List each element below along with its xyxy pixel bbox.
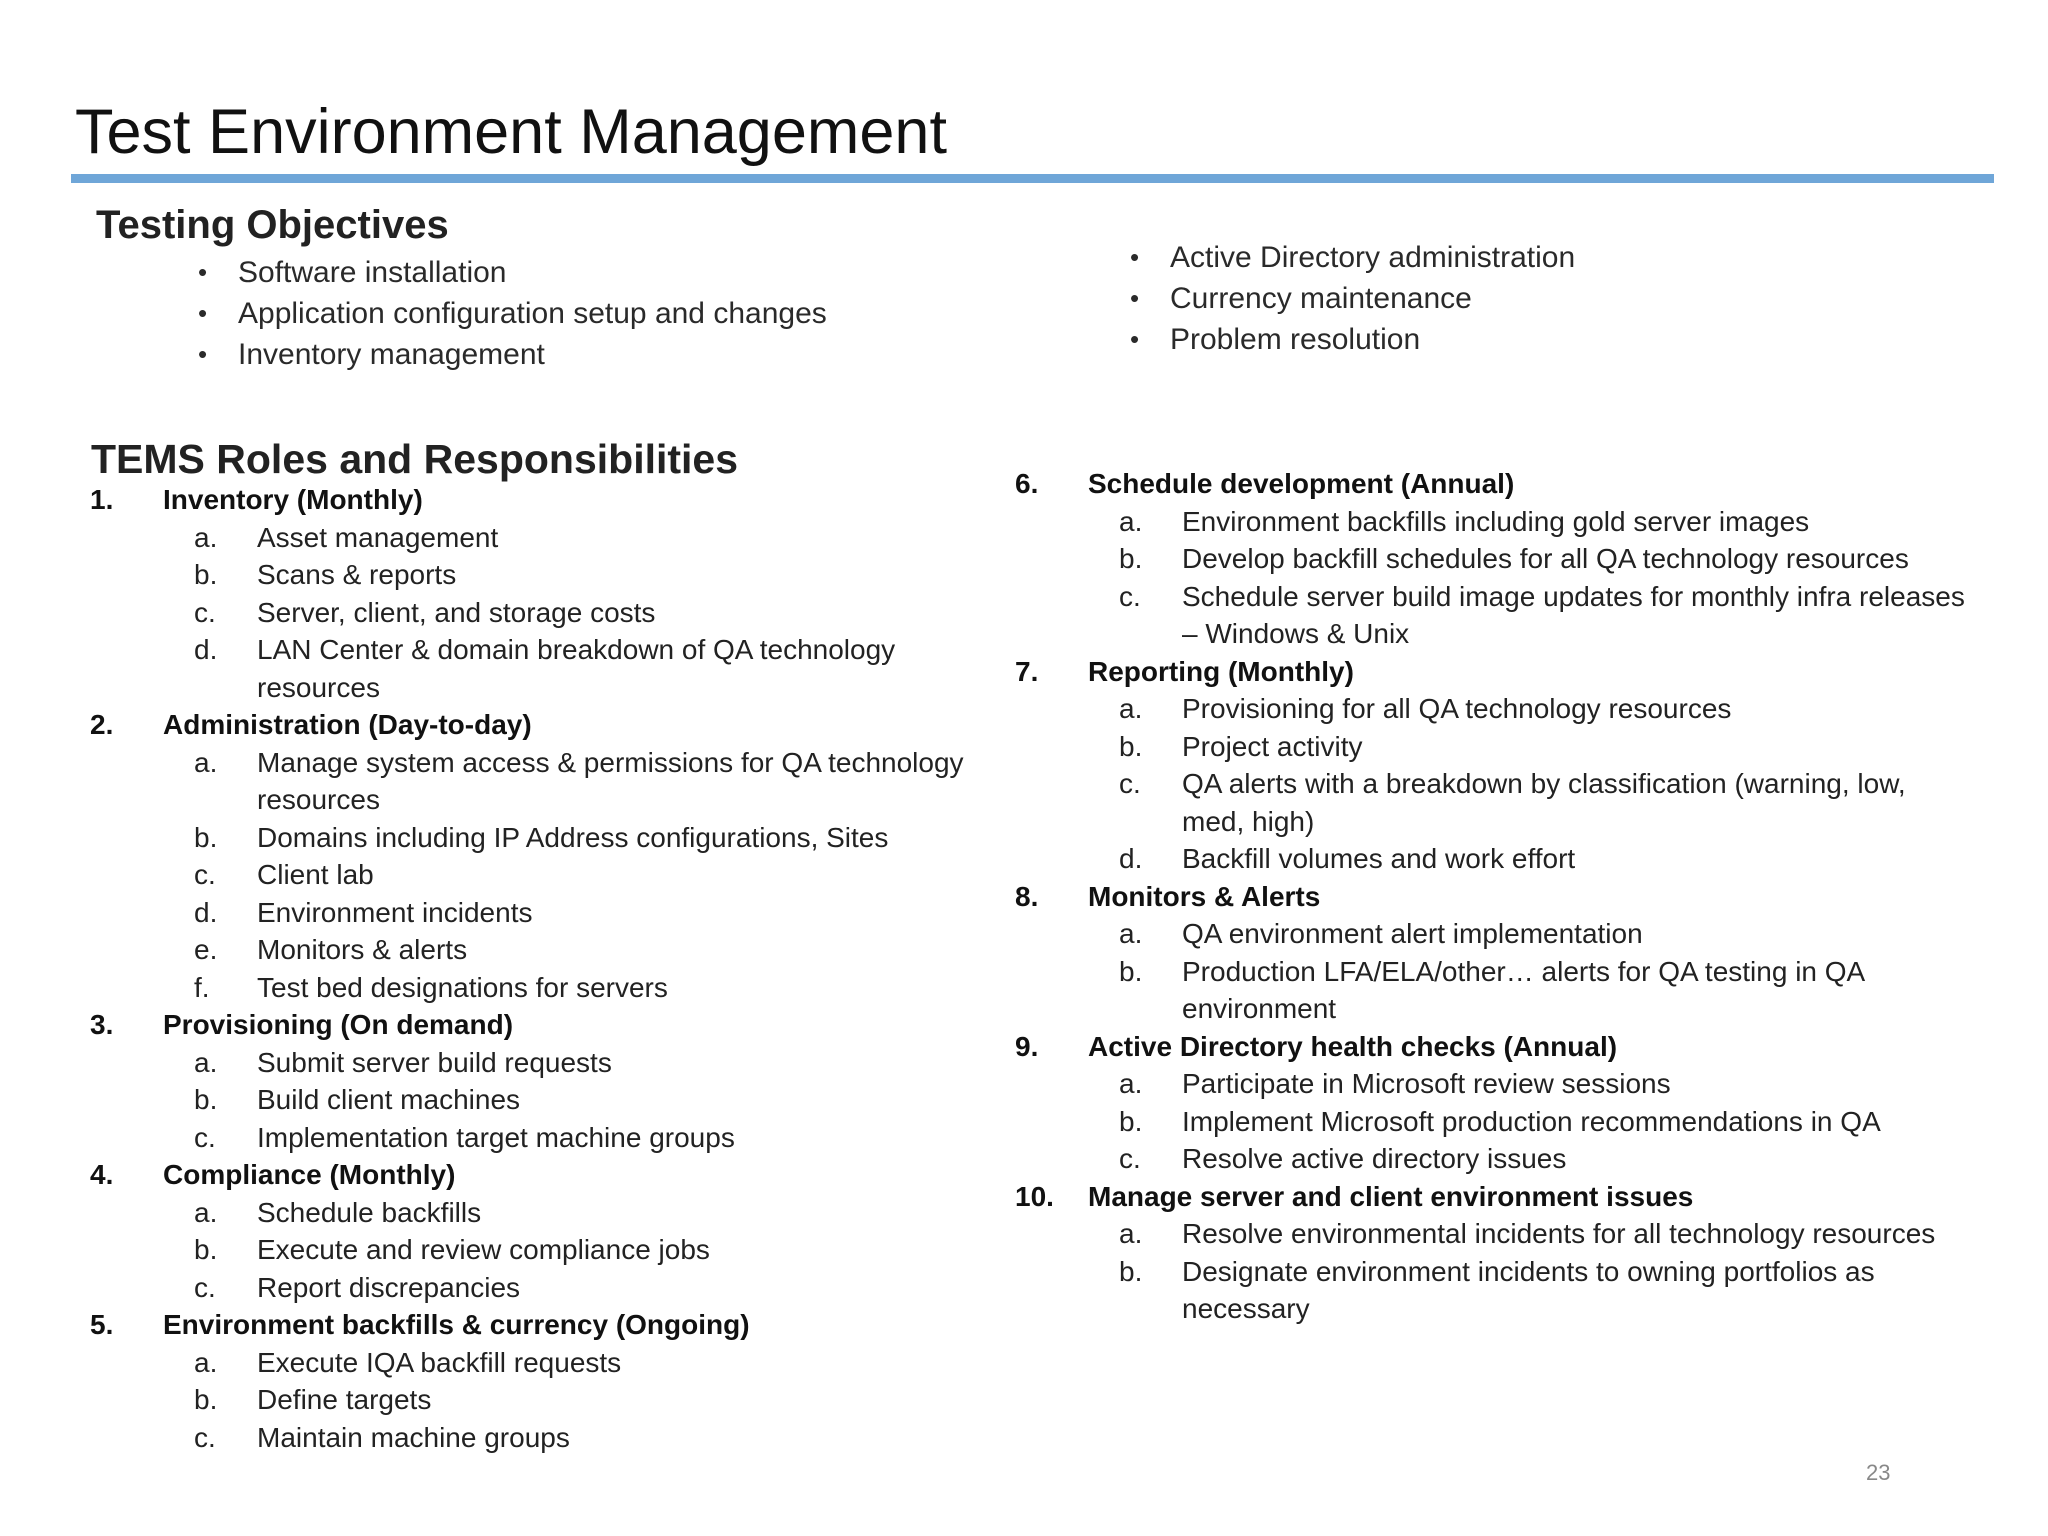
sub-item-text: QA environment alert implementation [1182, 918, 1643, 949]
role-heading [90, 1156, 990, 1194]
role-title: Active Directory health checks (Annual) [1088, 1030, 1618, 1062]
sub-item-letter: d. [194, 896, 218, 928]
sub-item-letter: b. [194, 1384, 218, 1415]
role-sub-item [90, 594, 990, 632]
sub-item-letter: b. [1119, 543, 1143, 574]
role-title: Inventory (Monthly) [163, 484, 423, 515]
role-sub-list [1015, 690, 1975, 878]
sub-item-letter: f. [194, 971, 210, 1003]
sub-item-letter: b. [194, 1234, 218, 1265]
role-sub-item [90, 931, 990, 969]
sub-item-letter: b. [194, 1084, 218, 1115]
slide-title: Test Environment Management [75, 97, 947, 167]
sub-item-letter: c. [194, 1121, 216, 1153]
role-sub-item [1015, 1065, 1975, 1103]
roles-list-left [90, 481, 990, 1456]
roles-heading: TEMS Roles and Responsibilities [91, 436, 739, 482]
role-item [1015, 1028, 1975, 1178]
objective-item: • Software installation [198, 252, 827, 293]
sub-item-letter: a. [194, 521, 218, 553]
sub-item-letter: c. [194, 859, 216, 890]
sub-item-letter: b. [1119, 955, 1143, 987]
sub-item-text: Resolve environmental incidents for all technology resources [1182, 1218, 1936, 1249]
sub-item-text: Production LFA/ELA/other… alerts for QA testing in QA environment [1182, 955, 1864, 1024]
role-sub-list [1015, 915, 1975, 1028]
sub-item-text: Develop backfill schedules for all QA technology resources [1182, 543, 1909, 574]
sub-item-text: Maintain machine groups [257, 1421, 570, 1453]
role-title: Environment backfills & currency (Ongoing) [163, 1309, 750, 1340]
roles-list-right [1015, 465, 1975, 1328]
role-item [1015, 653, 1975, 878]
sub-item-letter: c. [194, 1421, 216, 1453]
sub-item-letter: a. [1119, 918, 1143, 949]
objective-item: • Application configuration setup and changes [198, 293, 827, 334]
role-sub-item [1015, 578, 1975, 653]
role-number: 4. [90, 1159, 114, 1190]
sub-item-text: Server, client, and storage costs [257, 596, 656, 628]
sub-item-text: Backfill volumes and work effort [1182, 843, 1576, 874]
sub-item-letter: a. [194, 746, 218, 778]
role-title: Compliance (Monthly) [163, 1159, 456, 1190]
sub-item-text: Report discrepancies [257, 1271, 521, 1303]
sub-item-letter: c. [1119, 1143, 1141, 1174]
sub-item-text: Implement Microsoft production recommendations in QA [1182, 1105, 1881, 1137]
sub-item-letter: e. [194, 934, 218, 965]
sub-item-text: Schedule backfills [257, 1196, 482, 1228]
role-sub-list [1015, 1215, 1975, 1328]
role-title: Schedule development (Annual) [1088, 468, 1515, 499]
sub-item-text: Resolve active directory issues [1182, 1143, 1567, 1174]
role-sub-item [90, 1419, 990, 1457]
sub-item-letter: d. [194, 634, 218, 665]
testing-objectives-heading: Testing Objectives [96, 203, 449, 247]
role-number: 5. [90, 1309, 114, 1340]
role-sub-list [1015, 503, 1975, 653]
sub-item-letter: b. [1119, 730, 1143, 762]
role-sub-item [90, 819, 990, 857]
sub-item-text: Scans & reports [257, 559, 457, 590]
sub-item-text: Provisioning for all QA technology resources [1182, 693, 1732, 724]
sub-item-text: Define targets [257, 1384, 432, 1415]
role-item [1015, 465, 1975, 653]
role-item [90, 1156, 990, 1306]
role-heading [90, 481, 990, 519]
sub-item-text: Environment incidents [257, 896, 533, 928]
sub-item-letter: c. [1119, 580, 1141, 612]
role-sub-item [90, 1194, 990, 1232]
role-heading [90, 1006, 990, 1044]
role-sub-item [1015, 690, 1975, 728]
role-sub-item [90, 1044, 990, 1082]
objective-item: • Problem resolution [1130, 319, 1575, 360]
role-title: Provisioning (On demand) [163, 1009, 514, 1040]
role-sub-item [1015, 1140, 1975, 1178]
role-sub-item [90, 631, 990, 706]
role-title: Administration (Day-to-day) [163, 709, 532, 740]
role-sub-item [90, 969, 990, 1007]
role-sub-item [90, 556, 990, 594]
objectives-list-right [1130, 237, 1575, 360]
sub-item-letter: a. [194, 1196, 218, 1228]
sub-item-text: Asset management [257, 521, 499, 553]
objective-item: • Currency maintenance [1130, 278, 1575, 319]
role-sub-item [90, 894, 990, 932]
role-title: Monitors & Alerts [1088, 880, 1321, 912]
sub-item-text: Monitors & alerts [257, 934, 468, 965]
sub-item-letter: c. [194, 596, 216, 628]
role-sub-item [90, 1381, 990, 1419]
sub-item-text: Participate in Microsoft review sessions [1182, 1068, 1671, 1099]
sub-item-letter: a. [1119, 505, 1143, 537]
role-number: 7. [1015, 655, 1039, 687]
role-sub-list [90, 744, 990, 1007]
role-sub-list [90, 1344, 990, 1457]
sub-item-letter: a. [194, 1046, 218, 1078]
sub-item-letter: b. [1119, 1105, 1143, 1137]
sub-item-text: Designate environment incidents to owning portfolios as necessary [1182, 1255, 1875, 1324]
sub-item-letter: c. [1119, 768, 1141, 799]
sub-item-text: QA alerts with a breakdown by classification (warning, low, med, high) [1182, 768, 1906, 837]
sub-item-text: Client lab [257, 859, 374, 890]
sub-item-text: Project activity [1182, 730, 1363, 762]
role-sub-item [90, 744, 990, 819]
role-number: 2. [90, 709, 114, 740]
role-heading [1015, 465, 1975, 503]
role-sub-item [1015, 1253, 1975, 1328]
role-number: 9. [1015, 1030, 1039, 1062]
role-sub-item [1015, 765, 1975, 840]
role-sub-item [1015, 728, 1975, 766]
sub-item-text: Environment backfills including gold server images [1182, 505, 1810, 537]
role-title: Manage server and client environment issues [1088, 1180, 1694, 1212]
role-sub-item [1015, 1103, 1975, 1141]
role-sub-item [90, 1119, 990, 1157]
role-sub-item [90, 856, 990, 894]
role-sub-item [90, 1344, 990, 1382]
role-item [90, 481, 990, 706]
role-number: 8. [1015, 880, 1039, 912]
sub-item-text: Submit server build requests [257, 1046, 612, 1078]
role-sub-item [90, 519, 990, 557]
sub-item-text: Schedule server build image updates for monthly infra releases – Windows & Unix [1182, 580, 1965, 649]
role-number: 3. [90, 1009, 114, 1040]
role-heading [1015, 1178, 1975, 1216]
role-heading [1015, 653, 1975, 691]
sub-item-letter: a. [1119, 1068, 1143, 1099]
role-sub-item [90, 1231, 990, 1269]
role-sub-item [90, 1269, 990, 1307]
sub-item-text: Implementation target machine groups [257, 1121, 735, 1153]
role-heading [90, 1306, 990, 1344]
role-heading [1015, 878, 1975, 916]
sub-item-text: Build client machines [257, 1084, 521, 1115]
role-sub-list [90, 1194, 990, 1307]
role-item [90, 706, 990, 1006]
role-sub-item [1015, 1215, 1975, 1253]
sub-item-letter: a. [1119, 693, 1143, 724]
role-sub-item [1015, 953, 1975, 1028]
sub-item-letter: b. [1119, 1255, 1143, 1287]
role-item [1015, 1178, 1975, 1328]
role-title: Reporting (Monthly) [1088, 655, 1354, 687]
role-number: 1. [90, 484, 114, 515]
objective-item: • Active Directory administration [1130, 237, 1575, 278]
role-number: 6. [1015, 468, 1039, 499]
sub-item-text: Manage system access & permissions for QA technology resources [257, 746, 964, 815]
title-divider [71, 174, 1994, 183]
role-heading [1015, 1028, 1975, 1066]
role-sub-list [90, 1044, 990, 1157]
role-sub-item [1015, 840, 1975, 878]
role-item [90, 1006, 990, 1156]
role-sub-item [1015, 915, 1975, 953]
objective-item: • Inventory management [198, 334, 827, 375]
role-heading [90, 706, 990, 744]
sub-item-text: LAN Center & domain breakdown of QA technology resources [257, 634, 896, 703]
role-item [1015, 878, 1975, 1028]
role-number: 10. [1015, 1180, 1054, 1212]
sub-item-letter: b. [194, 821, 218, 853]
role-sub-item [1015, 503, 1975, 541]
role-sub-item [1015, 540, 1975, 578]
sub-item-letter: a. [1119, 1218, 1143, 1249]
sub-item-text: Execute IQA backfill requests [257, 1346, 622, 1378]
role-sub-list [1015, 1065, 1975, 1178]
page-number: 23 [1866, 1460, 1891, 1485]
objectives-list-left [198, 252, 827, 375]
role-sub-item [90, 1081, 990, 1119]
role-item [90, 1306, 990, 1456]
sub-item-text: Domains including IP Address configurations, Sites [257, 821, 889, 853]
sub-item-letter: a. [194, 1346, 218, 1378]
role-sub-list [90, 519, 990, 707]
sub-item-text: Execute and review compliance jobs [257, 1234, 710, 1265]
sub-item-letter: c. [194, 1271, 216, 1303]
sub-item-letter: b. [194, 559, 218, 590]
sub-item-text: Test bed designations for servers [257, 971, 668, 1003]
sub-item-letter: d. [1119, 843, 1143, 874]
